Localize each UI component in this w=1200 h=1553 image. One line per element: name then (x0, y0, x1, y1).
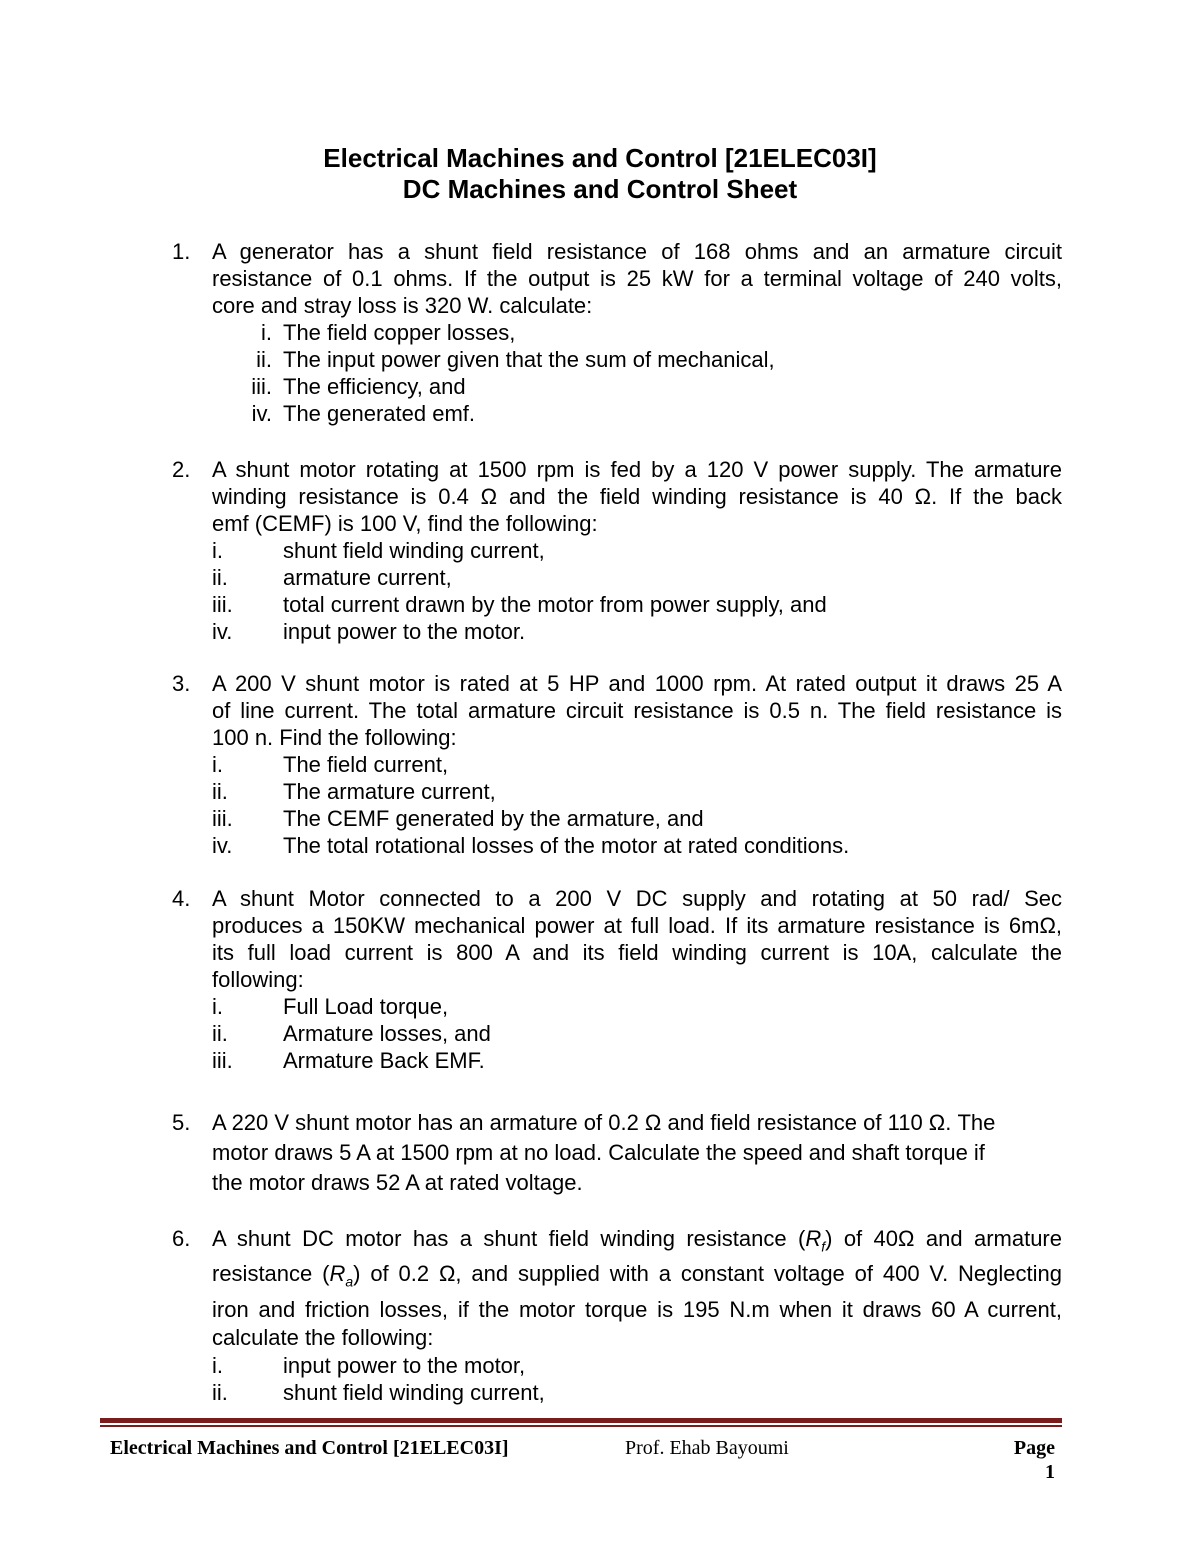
sub-item (172, 537, 1062, 564)
question-number: 6. (172, 1226, 191, 1251)
sub-item-number: iii. (251, 374, 272, 399)
sub-item (172, 1379, 1062, 1406)
sub-item (172, 1352, 1062, 1379)
question-text-line: emf (CEMF) is 100 V, find the following: (212, 511, 598, 536)
question-number: 1. (172, 239, 191, 264)
question-text-line: A generator has a shunt field resistance of 168 ohms and an armature circuit (212, 239, 1062, 264)
sub-item (172, 618, 1062, 645)
sub-item-text: Armature losses, and (283, 1021, 491, 1046)
sub-item (172, 373, 1062, 400)
question-text-line: its full load current is 800 A and its field winding current is 10A, calculate the (212, 940, 1062, 965)
question-5 (172, 1108, 1062, 1198)
rf-subscript: f (821, 1238, 826, 1255)
question-text-line: A 200 V shunt motor is rated at 5 HP and 1000 rpm. At rated output it draws 25 A (212, 671, 1062, 696)
sub-item (172, 591, 1062, 618)
question-text-line: A 220 V shunt motor has an armature of 0.2 Ω and field resistance of 110 Ω. The (212, 1110, 996, 1135)
sub-item-number: iv. (212, 619, 233, 644)
question-number: 5. (172, 1110, 191, 1135)
ra-subscript: a (345, 1273, 354, 1290)
sub-item (172, 805, 1062, 832)
sub-item-number: i. (212, 1352, 223, 1378)
sub-item-text: The efficiency, and (283, 374, 466, 399)
sub-item (172, 319, 1062, 346)
question-text-line: A shunt motor rotating at 1500 rpm is fed by a 120 V power supply. The armature (212, 457, 1062, 482)
question-text-line: following: (212, 967, 304, 992)
sub-item-number: iv. (212, 833, 233, 858)
sub-item-number: i. (261, 320, 272, 345)
question-2 (172, 456, 1062, 645)
sub-item (172, 1047, 1062, 1074)
question-text-line: core and stray loss is 320 W. calculate: (212, 293, 593, 318)
sub-item (172, 832, 1062, 859)
sub-item (172, 993, 1062, 1020)
sub-item-text: input power to the motor. (283, 619, 526, 644)
question-text-line: the motor draws 52 A at rated voltage. (212, 1170, 583, 1195)
footer-course: Electrical Machines and Control [21ELEC03I] (110, 1437, 509, 1459)
footer-divider-thin (100, 1425, 1062, 1427)
page-subtitle: DC Machines and Control Sheet (402, 174, 798, 204)
sub-item-text: shunt field winding current, (283, 538, 545, 563)
sub-item-number: ii. (212, 1379, 228, 1405)
sub-item-text: total current drawn by the motor from power supply, and (283, 592, 827, 617)
question-text-line: resistance of 0.1 ohms. If the output is 25 kW for a terminal voltage of 240 volts, (212, 266, 1062, 291)
question-1 (172, 238, 1062, 427)
footer-divider (100, 1418, 1062, 1423)
sub-item (172, 751, 1062, 778)
sub-item-number: iii. (212, 592, 233, 617)
sub-item-number: iii. (212, 1048, 233, 1073)
question-text-fragment: ) of 0.2 Ω, and supplied with a constant voltage of 400 V. Neglecting (353, 1261, 1062, 1287)
question-text-line: 100 n. Find the following: (212, 725, 457, 750)
sub-item (172, 564, 1062, 591)
question-text-line: winding resistance is 0.4 Ω and the field winding resistance is 40 Ω. If the back (212, 484, 1062, 509)
sub-item-text: The field copper losses, (283, 320, 516, 345)
question-text-line: of line current. The total armature circuit resistance is 0.5 n. The field resistance is (212, 698, 1062, 723)
question-number: 3. (172, 671, 191, 696)
question-text-line: A shunt Motor connected to a 200 V DC supply and rotating at 50 rad/ Sec (212, 886, 1062, 911)
page-title: Electrical Machines and Control [21ELEC03I] (323, 143, 877, 173)
question-number: 2. (172, 457, 191, 482)
sub-item-number: i. (212, 538, 223, 563)
sub-item (172, 400, 1062, 427)
sub-item-text: input power to the motor, (283, 1352, 526, 1378)
question-text-fragment: resistance ( (212, 1261, 330, 1287)
question-4 (172, 885, 1062, 1074)
sub-item-text: armature current, (283, 565, 452, 590)
question-text-line: iron and friction losses, if the motor torque is 195 N.m when it draws 60 A current, (212, 1296, 1062, 1322)
sub-item (172, 1020, 1062, 1047)
sub-item-text: The CEMF generated by the armature, and (283, 806, 704, 831)
question-number: 4. (172, 886, 191, 911)
sub-item (172, 778, 1062, 805)
footer-professor: Prof. Ehab Bayoumi (625, 1437, 789, 1459)
question-3 (172, 670, 1062, 859)
sub-item-number: ii. (212, 565, 228, 590)
sub-item-text: The input power given that the sum of mechanical, (283, 347, 775, 372)
sub-item (172, 346, 1062, 373)
sub-item-text: The field current, (283, 752, 449, 777)
sub-item-number: i. (212, 752, 223, 777)
question-text-line (212, 1260, 1062, 1295)
sub-item-text: The total rotational losses of the motor at rated conditions. (283, 833, 850, 858)
sub-item-number: ii. (212, 779, 228, 804)
sub-item-number: iv. (251, 401, 272, 426)
question-text-fragment: ) of 40Ω and armature (825, 1226, 1062, 1251)
rf-symbol: R (805, 1226, 822, 1251)
question-text-line: motor draws 5 A at 1500 rpm at no load. Calculate the speed and shaft torque if (212, 1140, 985, 1165)
sub-item-text: Armature Back EMF. (283, 1048, 485, 1073)
sub-item-text: shunt field winding current, (283, 1379, 545, 1405)
sub-item-text: Full Load torque, (283, 994, 449, 1019)
question-text-line: calculate the following: (212, 1324, 434, 1350)
sub-item-number: ii. (212, 1021, 228, 1046)
ra-symbol: R (329, 1261, 346, 1287)
question-6 (172, 1225, 1062, 1406)
sub-item-number: iii. (212, 806, 233, 831)
footer-page-number: Page 1 (1013, 1437, 1055, 1483)
question-text-line (212, 1225, 1062, 1260)
question-text-fragment: A shunt DC motor has a shunt field winding resistance ( (212, 1226, 806, 1251)
sub-item-number: ii. (256, 347, 272, 372)
sub-item-text: The armature current, (283, 779, 496, 804)
sub-item-number: i. (212, 994, 223, 1019)
question-text-line: produces a 150KW mechanical power at full load. If its armature resistance is 6mΩ, (212, 913, 1062, 938)
sub-item-text: The generated emf. (283, 401, 476, 426)
